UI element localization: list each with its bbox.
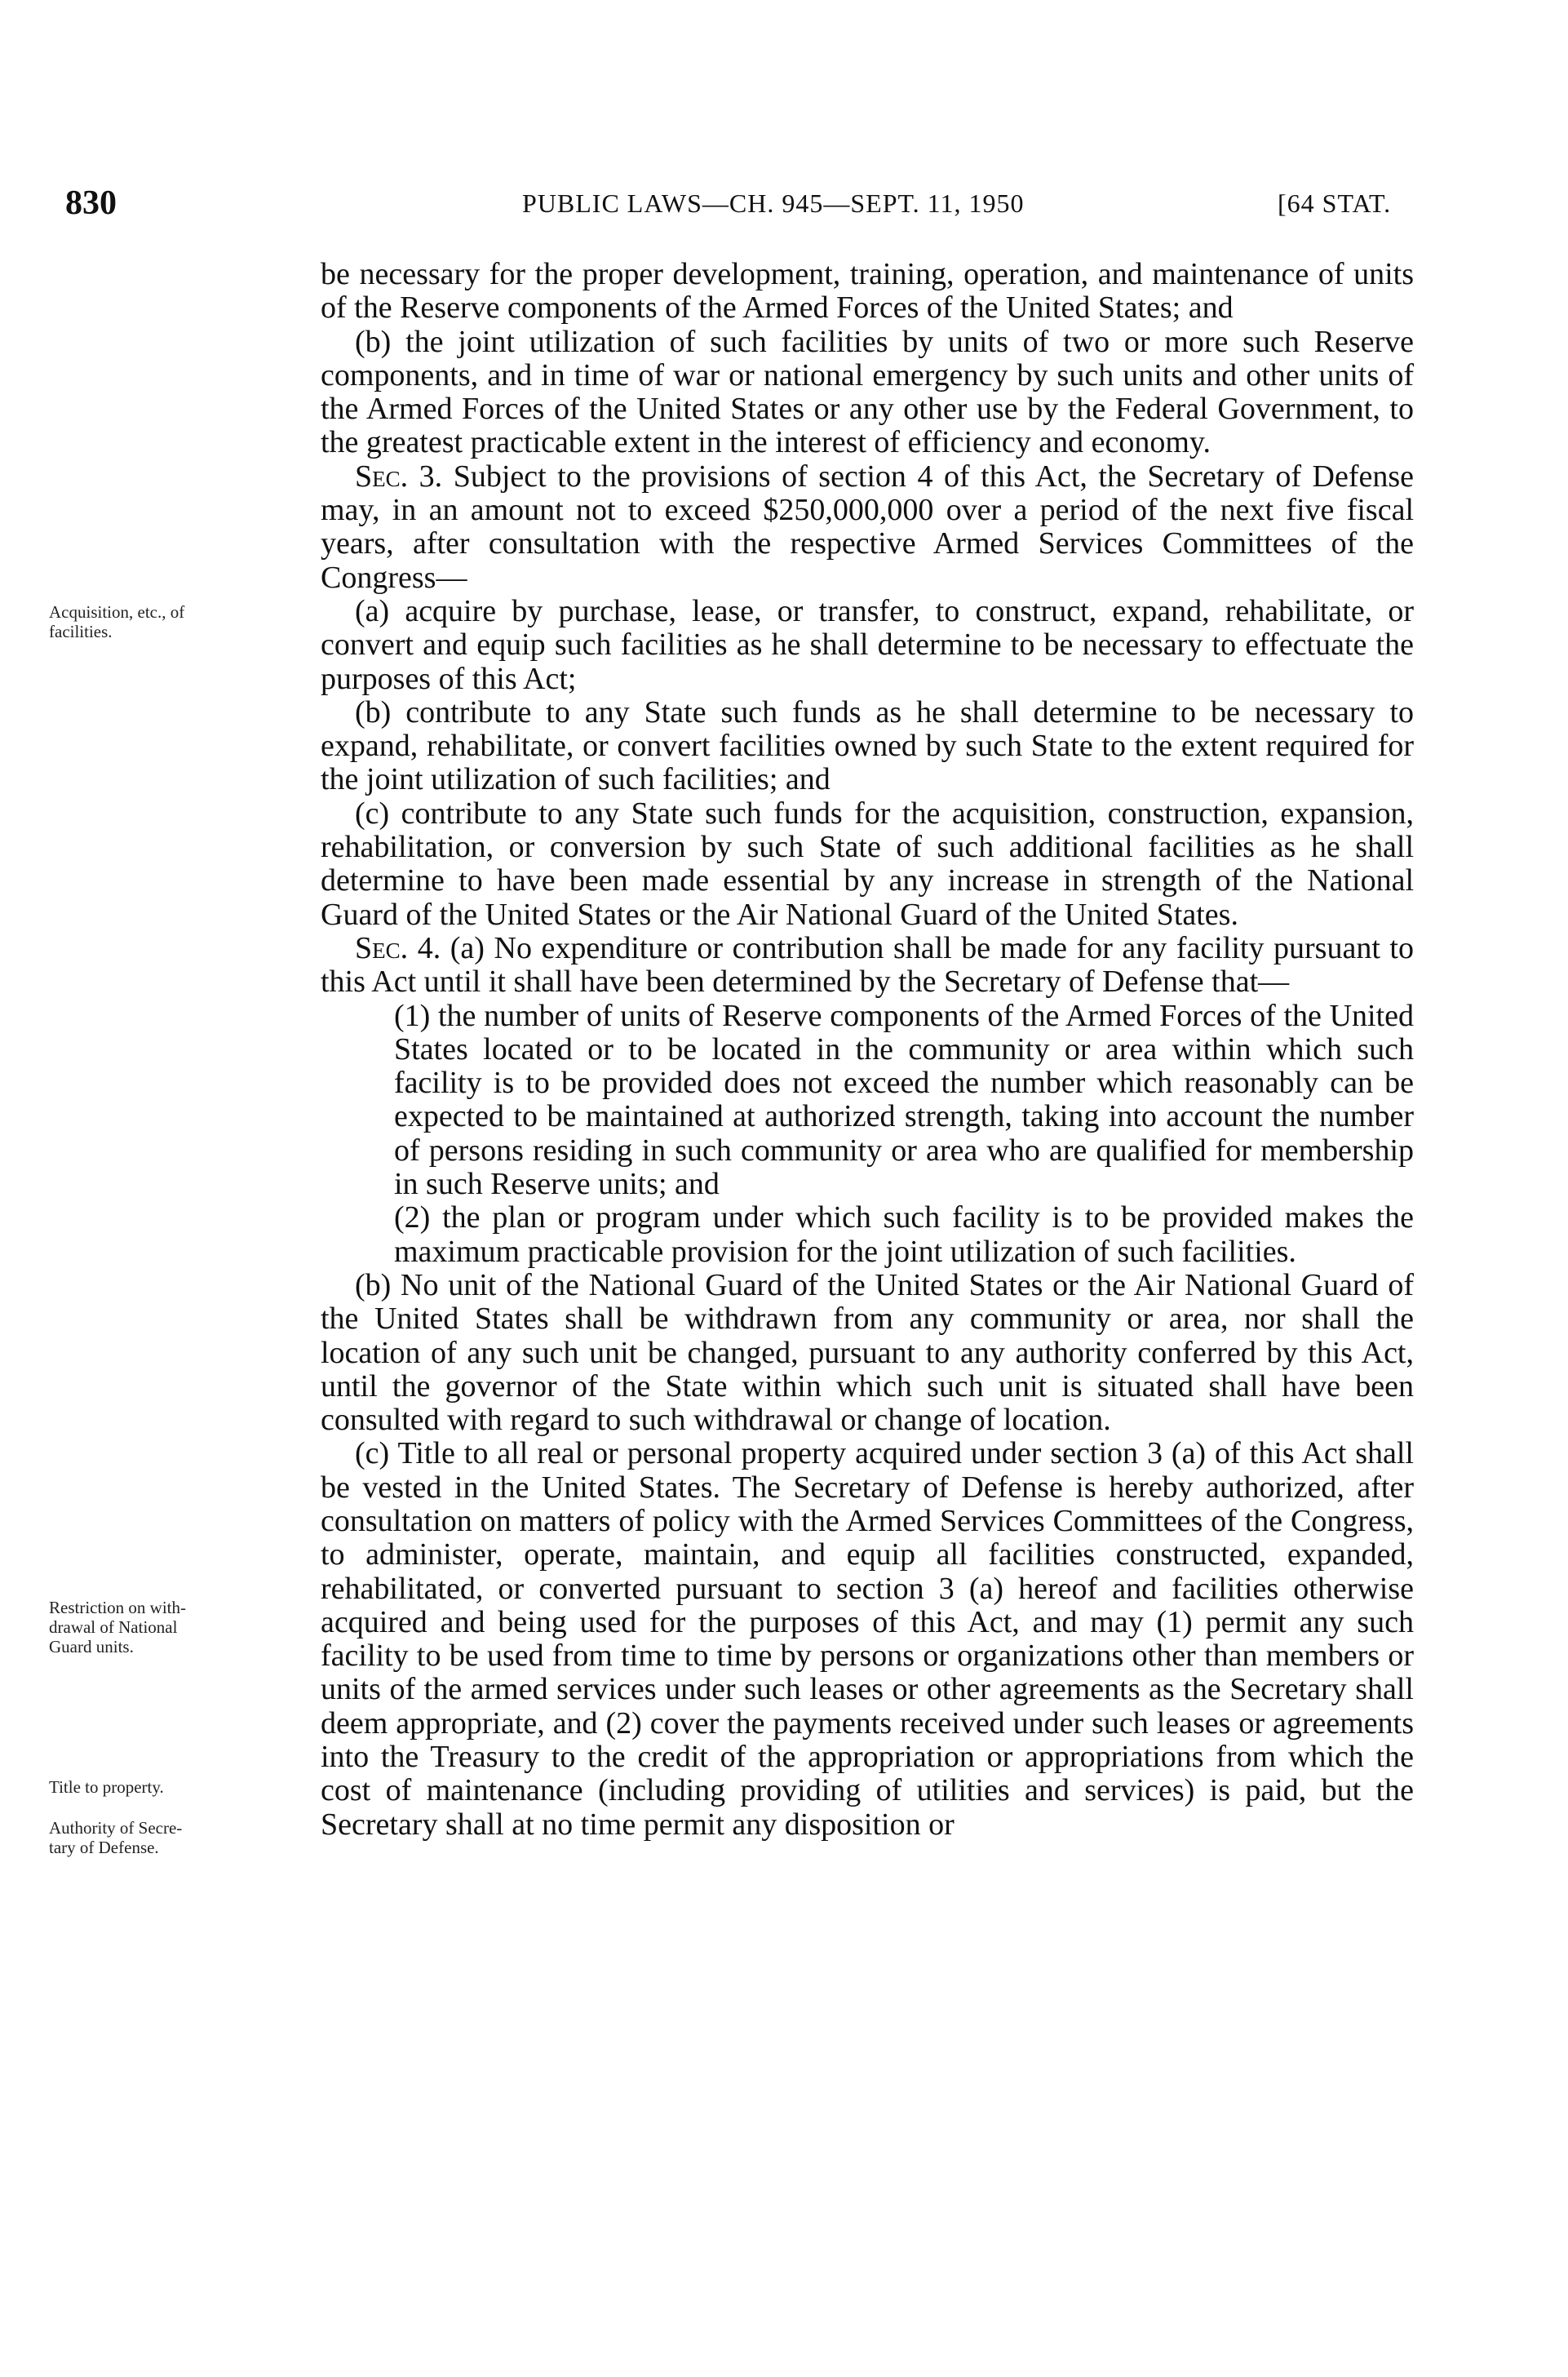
margin-note-restriction xyxy=(49,1598,294,1656)
page-header xyxy=(0,184,1568,224)
margin-note-title xyxy=(49,1777,294,1797)
margin-note-authority xyxy=(49,1818,294,1857)
running-head: PUBLIC LAWS—CH. 945—SEPT. 11, 1950 xyxy=(522,188,1025,218)
section-3-clause-c: (c) contribute to any State such funds for the acquisition, construction, expansion, rehabilitation, or conversion by such State of such additional facilities as he shall determine to have been made essential by any increase in strength of the National Guard of the United States or the Air National Guard of the United States. xyxy=(321,796,1414,932)
section-4-text: (a) No expenditure or contribution shall be made for any facility pursuant to this Act until it shall have been determined by the Secretary of Defense that— xyxy=(321,930,1414,1000)
section-4-clause-2: (2) the plan or program under which such facility is to be provided makes the maximum practicable provision for the joint utilization of such facilities. xyxy=(394,1200,1414,1269)
section-3-clause-b: (b) contribute to any State such funds as he shall determine to be necessary to expand, rehabilitate, or convert facilities owned by such State to the extent required for the joint utilization of such facilities; and xyxy=(321,694,1414,797)
margin-note-line: Acquisition, etc., of xyxy=(49,602,185,622)
margin-note-line: Authority of Secre- xyxy=(49,1818,183,1838)
clause-b: (b) the joint utilization of such facilities by units of two or more such Reserve components, and in time of war or national emergency by such units and other units of the Armed Forces of the United States or any other use by the Federal Government, to the greatest practicable extent in the interest of efficiency and economy. xyxy=(321,324,1414,460)
section-label: Sec. 3. xyxy=(355,459,443,494)
statute-reference: [64 STAT. xyxy=(1278,188,1392,218)
section-4-subclauses xyxy=(321,1000,1414,1269)
section-4 xyxy=(321,932,1414,1000)
margin-note-acquisition xyxy=(49,602,294,641)
margin-note-line: Title to property. xyxy=(49,1777,164,1797)
section-4-clause-b: (b) No unit of the National Guard of the United States or the Air National Guard of the United States shall be withdrawn from any community or area, nor shall the location of any such unit be changed, pursuant to any authority conferred by this Act, until the governor of the State within which such unit is situated shall have been consulted with regard to such withdrawal or change of location. xyxy=(321,1267,1414,1438)
section-3-text: Subject to the provisions of section 4 of this Act, the Secretary of Defense may, in an amount not to exceed $250,000,000 over a period of the next five fiscal years, after consultation with the respective Armed Services Committees of the Congress— xyxy=(321,459,1415,595)
margin-note-line: tary of Defense. xyxy=(49,1838,159,1857)
body-text xyxy=(321,258,1414,1842)
section-4-clause-1: (1) the number of units of Reserve components of the Armed Forces of the United States located or to be located in the community or area within which such facility is to be provided does not exceed the number which reasonably can be expected to be maintained at authorized strength, taking into account the number of persons residing in such community or area who are qualified for membership in such Reserve units; and xyxy=(394,998,1414,1202)
paragraph-continuation: be necessary for the proper development, training, operation, and maintenance of units of the Reserve components of the Armed Forces of the United States; and xyxy=(321,257,1414,326)
margin-note-line: drawal of National xyxy=(49,1617,178,1637)
section-4-clause-c: (c) Title to all real or personal property acquired under section 3 (a) of this Act shall be vested in the United States. The Secretary of Defense is hereby authorized, after consultation on matters of policy with the Armed Services Committees of the Congress, to administer, operate, maintain, and equip all facilities constructed, expanded, rehabilitated, or converted pursuant to section 3 (a) hereof and facilities otherwise acquired and being used for the purposes of this Act, and may (1) permit any such facility to be used from time to time by persons or organizations other than members or units of the armed services under such leases or other agreements as the Secretary shall deem appropriate, and (2) cover the payments received under such leases or agreements into the Treasury to the credit of the appropriation or appropriations from which the cost of maintenance (including providing of utilities and services) is paid, but the Secretary shall at no time permit any disposition or xyxy=(321,1436,1414,1842)
margin-note-line: Restriction on with- xyxy=(49,1598,186,1617)
section-3-clause-a: (a) acquire by purchase, lease, or transfer, to construct, expand, rehabilitate, or convert and equip such facilities as he shall determine to be necessary to effectuate the purposes of this Act; xyxy=(321,593,1414,696)
page-number: 830 xyxy=(65,184,117,222)
section-3 xyxy=(321,460,1414,595)
margin-note-line: Guard units. xyxy=(49,1637,134,1656)
section-label: Sec. 4. xyxy=(355,930,441,965)
margin-note-line: facilities. xyxy=(49,622,113,641)
